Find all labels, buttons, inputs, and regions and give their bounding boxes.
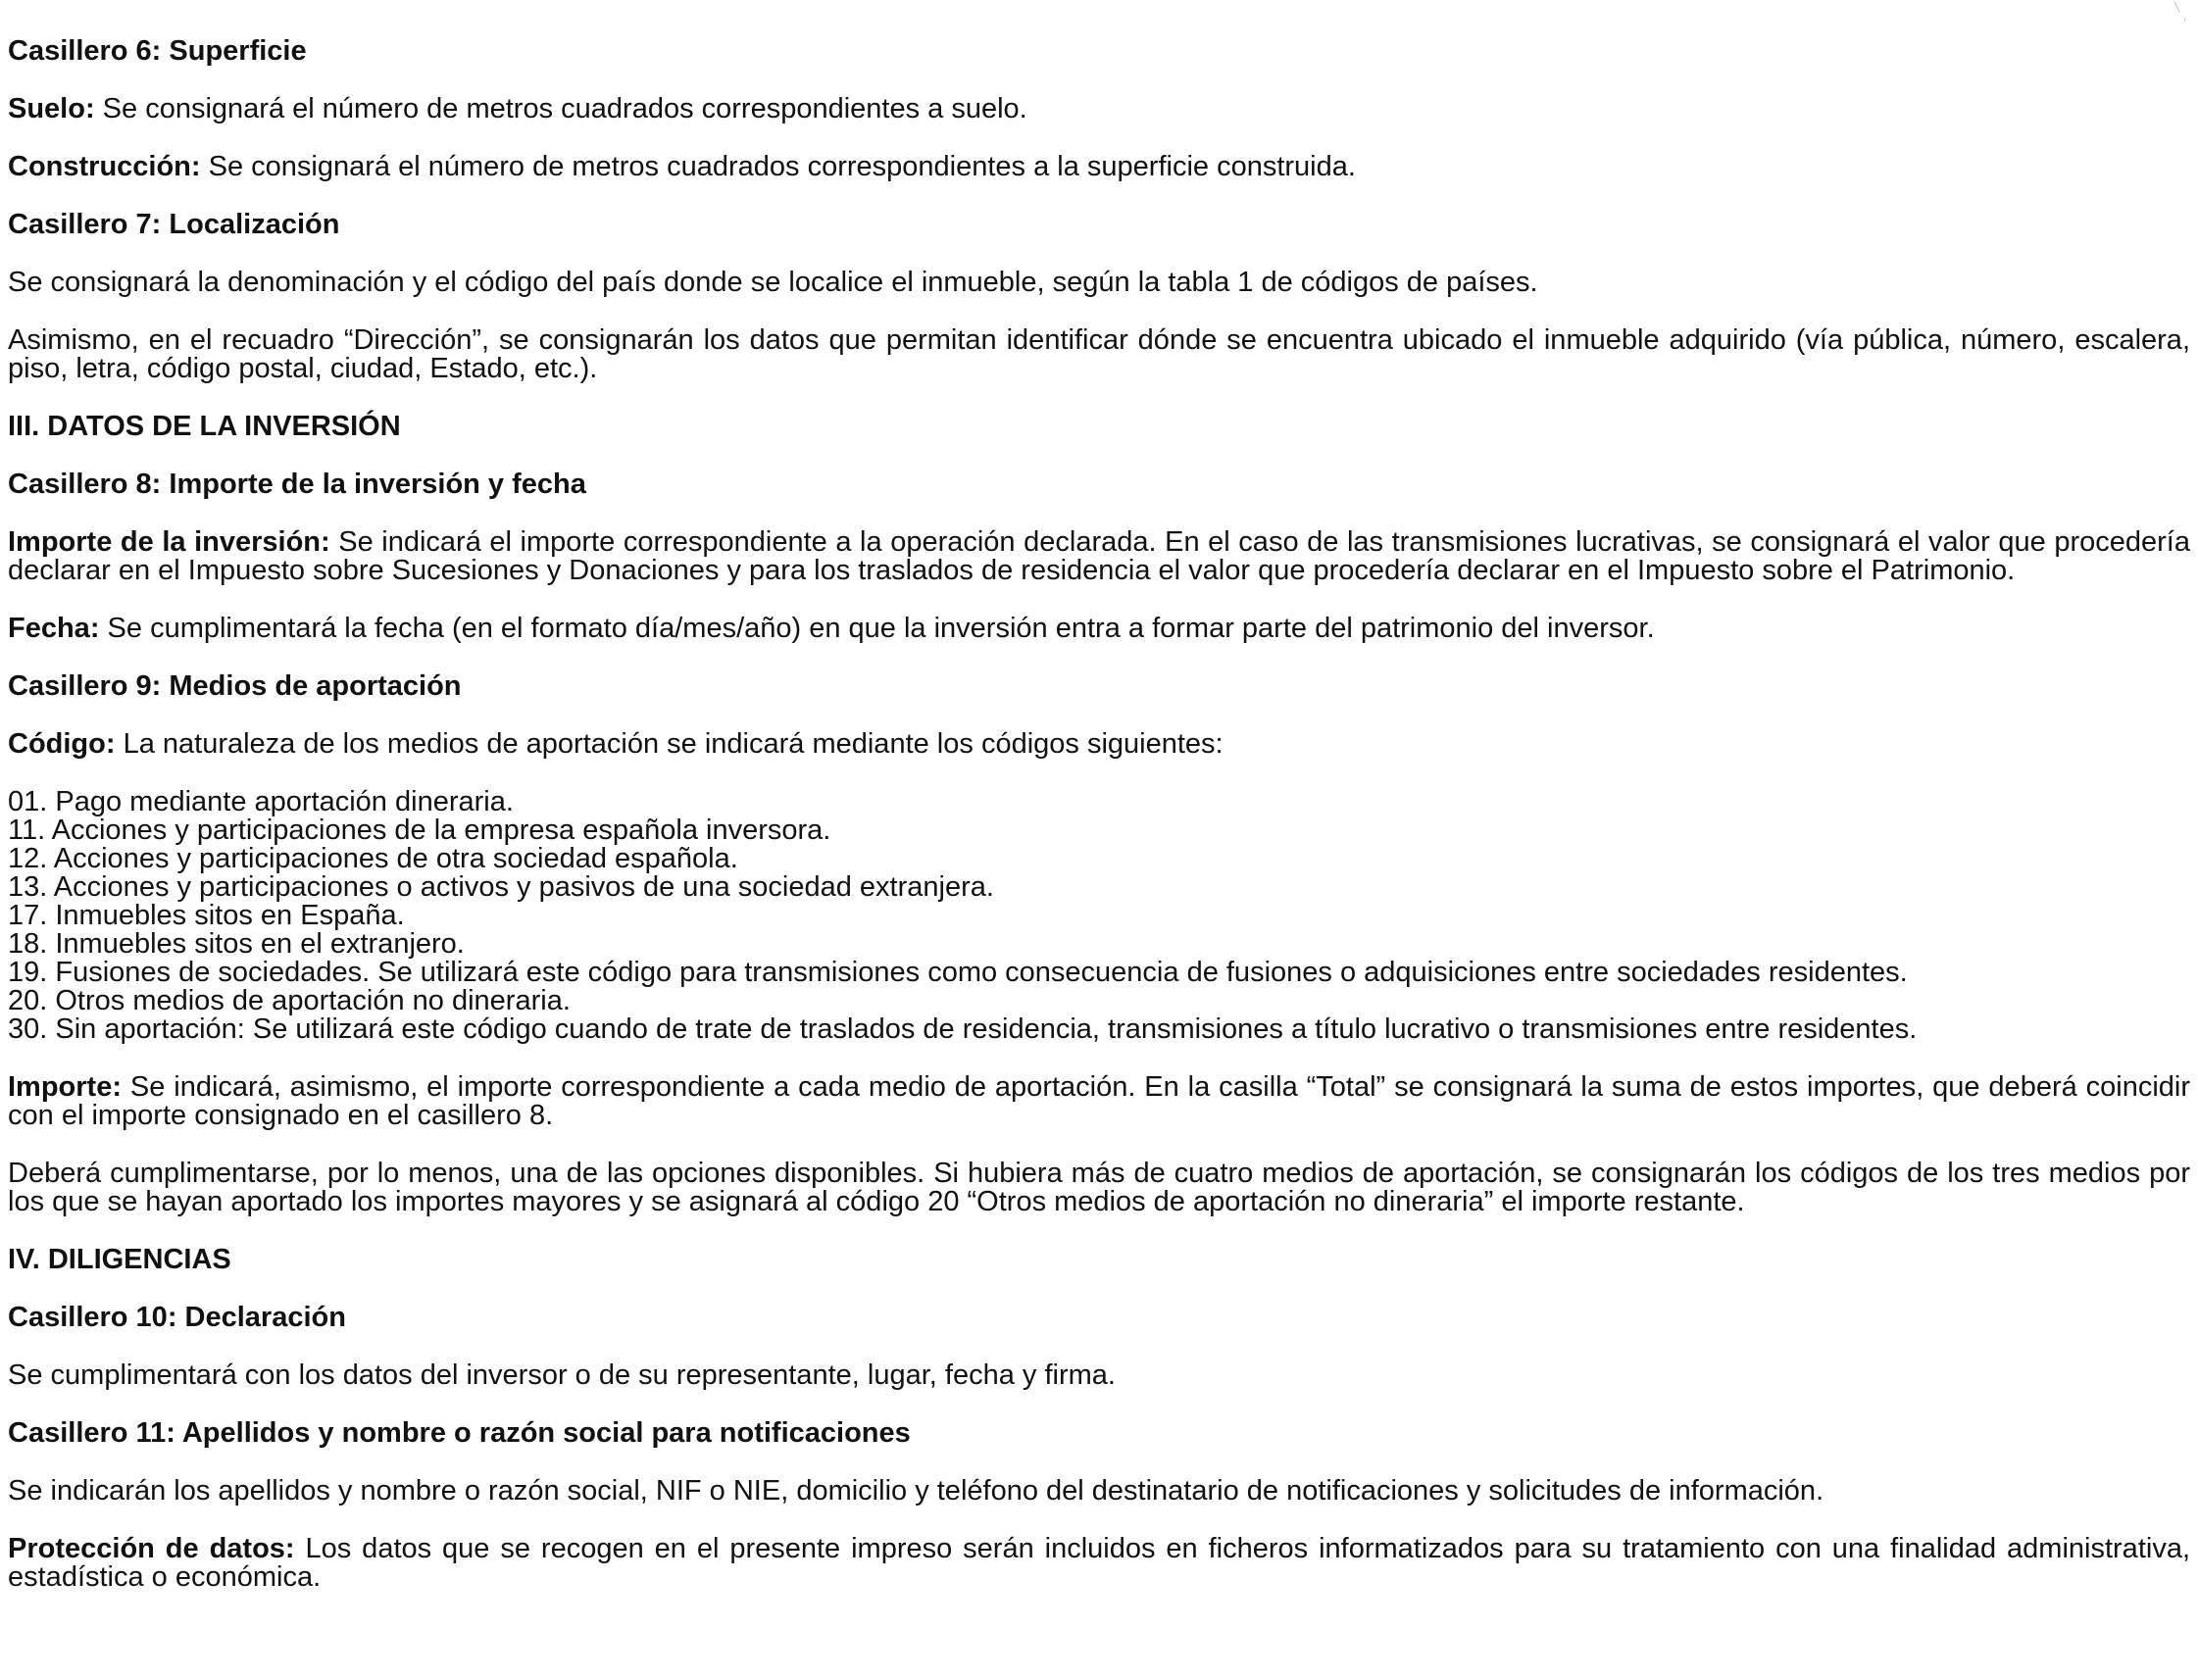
construccion-lead: Construcción:	[8, 151, 201, 182]
fecha-lead: Fecha:	[8, 613, 100, 644]
codes-list	[8, 788, 2190, 1044]
casillero-7-heading: Casillero 7: Localización	[8, 209, 340, 240]
code-item-17: 17. Inmuebles sitos en España.	[8, 900, 405, 931]
code-item-11: 11. Acciones y participaciones de la empresa española inversora.	[8, 815, 831, 846]
proteccion-datos-lead: Protección de datos:	[8, 1533, 295, 1564]
importe-aportacion-text: Se indicará, asimismo, el importe correspondiente a cada medio de aportación. En la casilla “Total” se consignará la suma de estos importes, que deberá coincidir con el importe consignado en el casillero 8.	[8, 1071, 2190, 1131]
importe-aportacion-lead: Importe:	[8, 1071, 122, 1103]
proteccion-datos-text: Los datos que se recogen en el presente impreso serán incluidos en ficheros informatizados para su tratamiento con una finalidad administrativa, estadística o económica.	[8, 1533, 2191, 1593]
declaracion-paragraph: Se cumplimentará con los datos del inversor o de su representante, lugar, fecha y firma.	[8, 1359, 1116, 1391]
codigo-lead: Código:	[8, 728, 116, 760]
notificaciones-paragraph: Se indicarán los apellidos y nombre o razón social, NIF o NIE, domicilio y teléfono del destinatario de notificaciones y solicitudes de información.	[8, 1475, 1824, 1507]
code-item-13: 13. Acciones y participaciones o activos y pasivos de una sociedad extranjera.	[8, 871, 994, 903]
construccion-text: Se consignará el número de metros cuadrados correspondientes a la superficie construida.	[200, 151, 1356, 182]
suelo-lead: Suelo:	[8, 93, 95, 124]
casillero-10-heading: Casillero 10: Declaración	[8, 1302, 346, 1333]
importe-inversion-lead: Importe de la inversión:	[8, 526, 330, 558]
fecha-text: Se cumplimentará la fecha (en el formato día/mes/año) en que la inversión entra a formar parte del patrimonio del inversor.	[99, 613, 1655, 644]
construccion-paragraph	[8, 153, 2190, 181]
proteccion-datos-paragraph	[8, 1535, 2190, 1592]
code-item-18: 18. Inmuebles sitos en el extranjero.	[8, 928, 465, 960]
section-iv-heading: IV. DILIGENCIAS	[8, 1244, 231, 1275]
scan-artifact-mark	[2171, 0, 2190, 29]
importe-inversion-text: Se indicará el importe correspondiente a la operación declarada. En el caso de las transmisiones lucrativas, se consignará el valor que procedería declarar en el Impuesto sobre Sucesiones y Donaciones y para los traslados de residencia el valor que procedería declarar en el Impuesto sobre el Patrimonio.	[8, 526, 2190, 586]
casillero-6-heading: Casillero 6: Superficie	[8, 35, 307, 67]
fecha-paragraph	[8, 615, 2190, 643]
code-item-01: 01. Pago mediante aportación dineraria.	[8, 786, 514, 817]
codigo-text: La naturaleza de los medios de aportación se indicará mediante los códigos siguientes:	[115, 728, 1224, 760]
document-page	[8, 37, 2190, 1621]
direccion-paragraph: Asimismo, en el recuadro “Dirección”, se consignarán los datos que permitan identificar dónde se encuentra ubicado el inmueble adquirido (vía pública, número, escalera, piso, letra, código postal, ciudad, Estado, etc.).	[8, 324, 2190, 384]
section-iii-heading: III. DATOS DE LA INVERSIÓN	[8, 411, 401, 442]
codigo-paragraph	[8, 730, 2190, 759]
code-item-20: 20. Otros medios de aportación no dineraria.	[8, 985, 571, 1016]
suelo-text: Se consignará el número de metros cuadrados correspondientes a suelo.	[94, 93, 1027, 124]
importe-inversion-paragraph	[8, 528, 2190, 585]
code-item-30: 30. Sin aportación: Se utilizará este código cuando de trate de traslados de residencia, transmisiones a título lucrativo o transmisiones entre residentes.	[8, 1013, 1918, 1045]
code-item-19: 19. Fusiones de sociedades. Se utilizará este código para transmisiones como consecuencia de fusiones o adquisiciones entre sociedades residentes.	[8, 957, 1908, 988]
opciones-paragraph: Deberá cumplimentarse, por lo menos, una de las opciones disponibles. Si hubiera más de cuatro medios de aportación, se consignarán los códigos de los tres medios por los que se hayan aportado los importes mayores y se asignará al código 20 “Otros medios de aportación no dineraria” el importe restante.	[8, 1158, 2190, 1217]
casillero-8-heading: Casillero 8: Importe de la inversión y fecha	[8, 469, 586, 500]
importe-aportacion-paragraph	[8, 1073, 2190, 1130]
casillero-9-heading: Casillero 9: Medios de aportación	[8, 670, 462, 702]
localizacion-paragraph: Se consignará la denominación y el código del país donde se localice el inmueble, según la tabla 1 de códigos de países.	[8, 267, 1538, 298]
suelo-paragraph	[8, 95, 2190, 124]
casillero-11-heading: Casillero 11: Apellidos y nombre o razón social para notificaciones	[8, 1417, 911, 1449]
code-item-12: 12. Acciones y participaciones de otra sociedad española.	[8, 843, 738, 874]
